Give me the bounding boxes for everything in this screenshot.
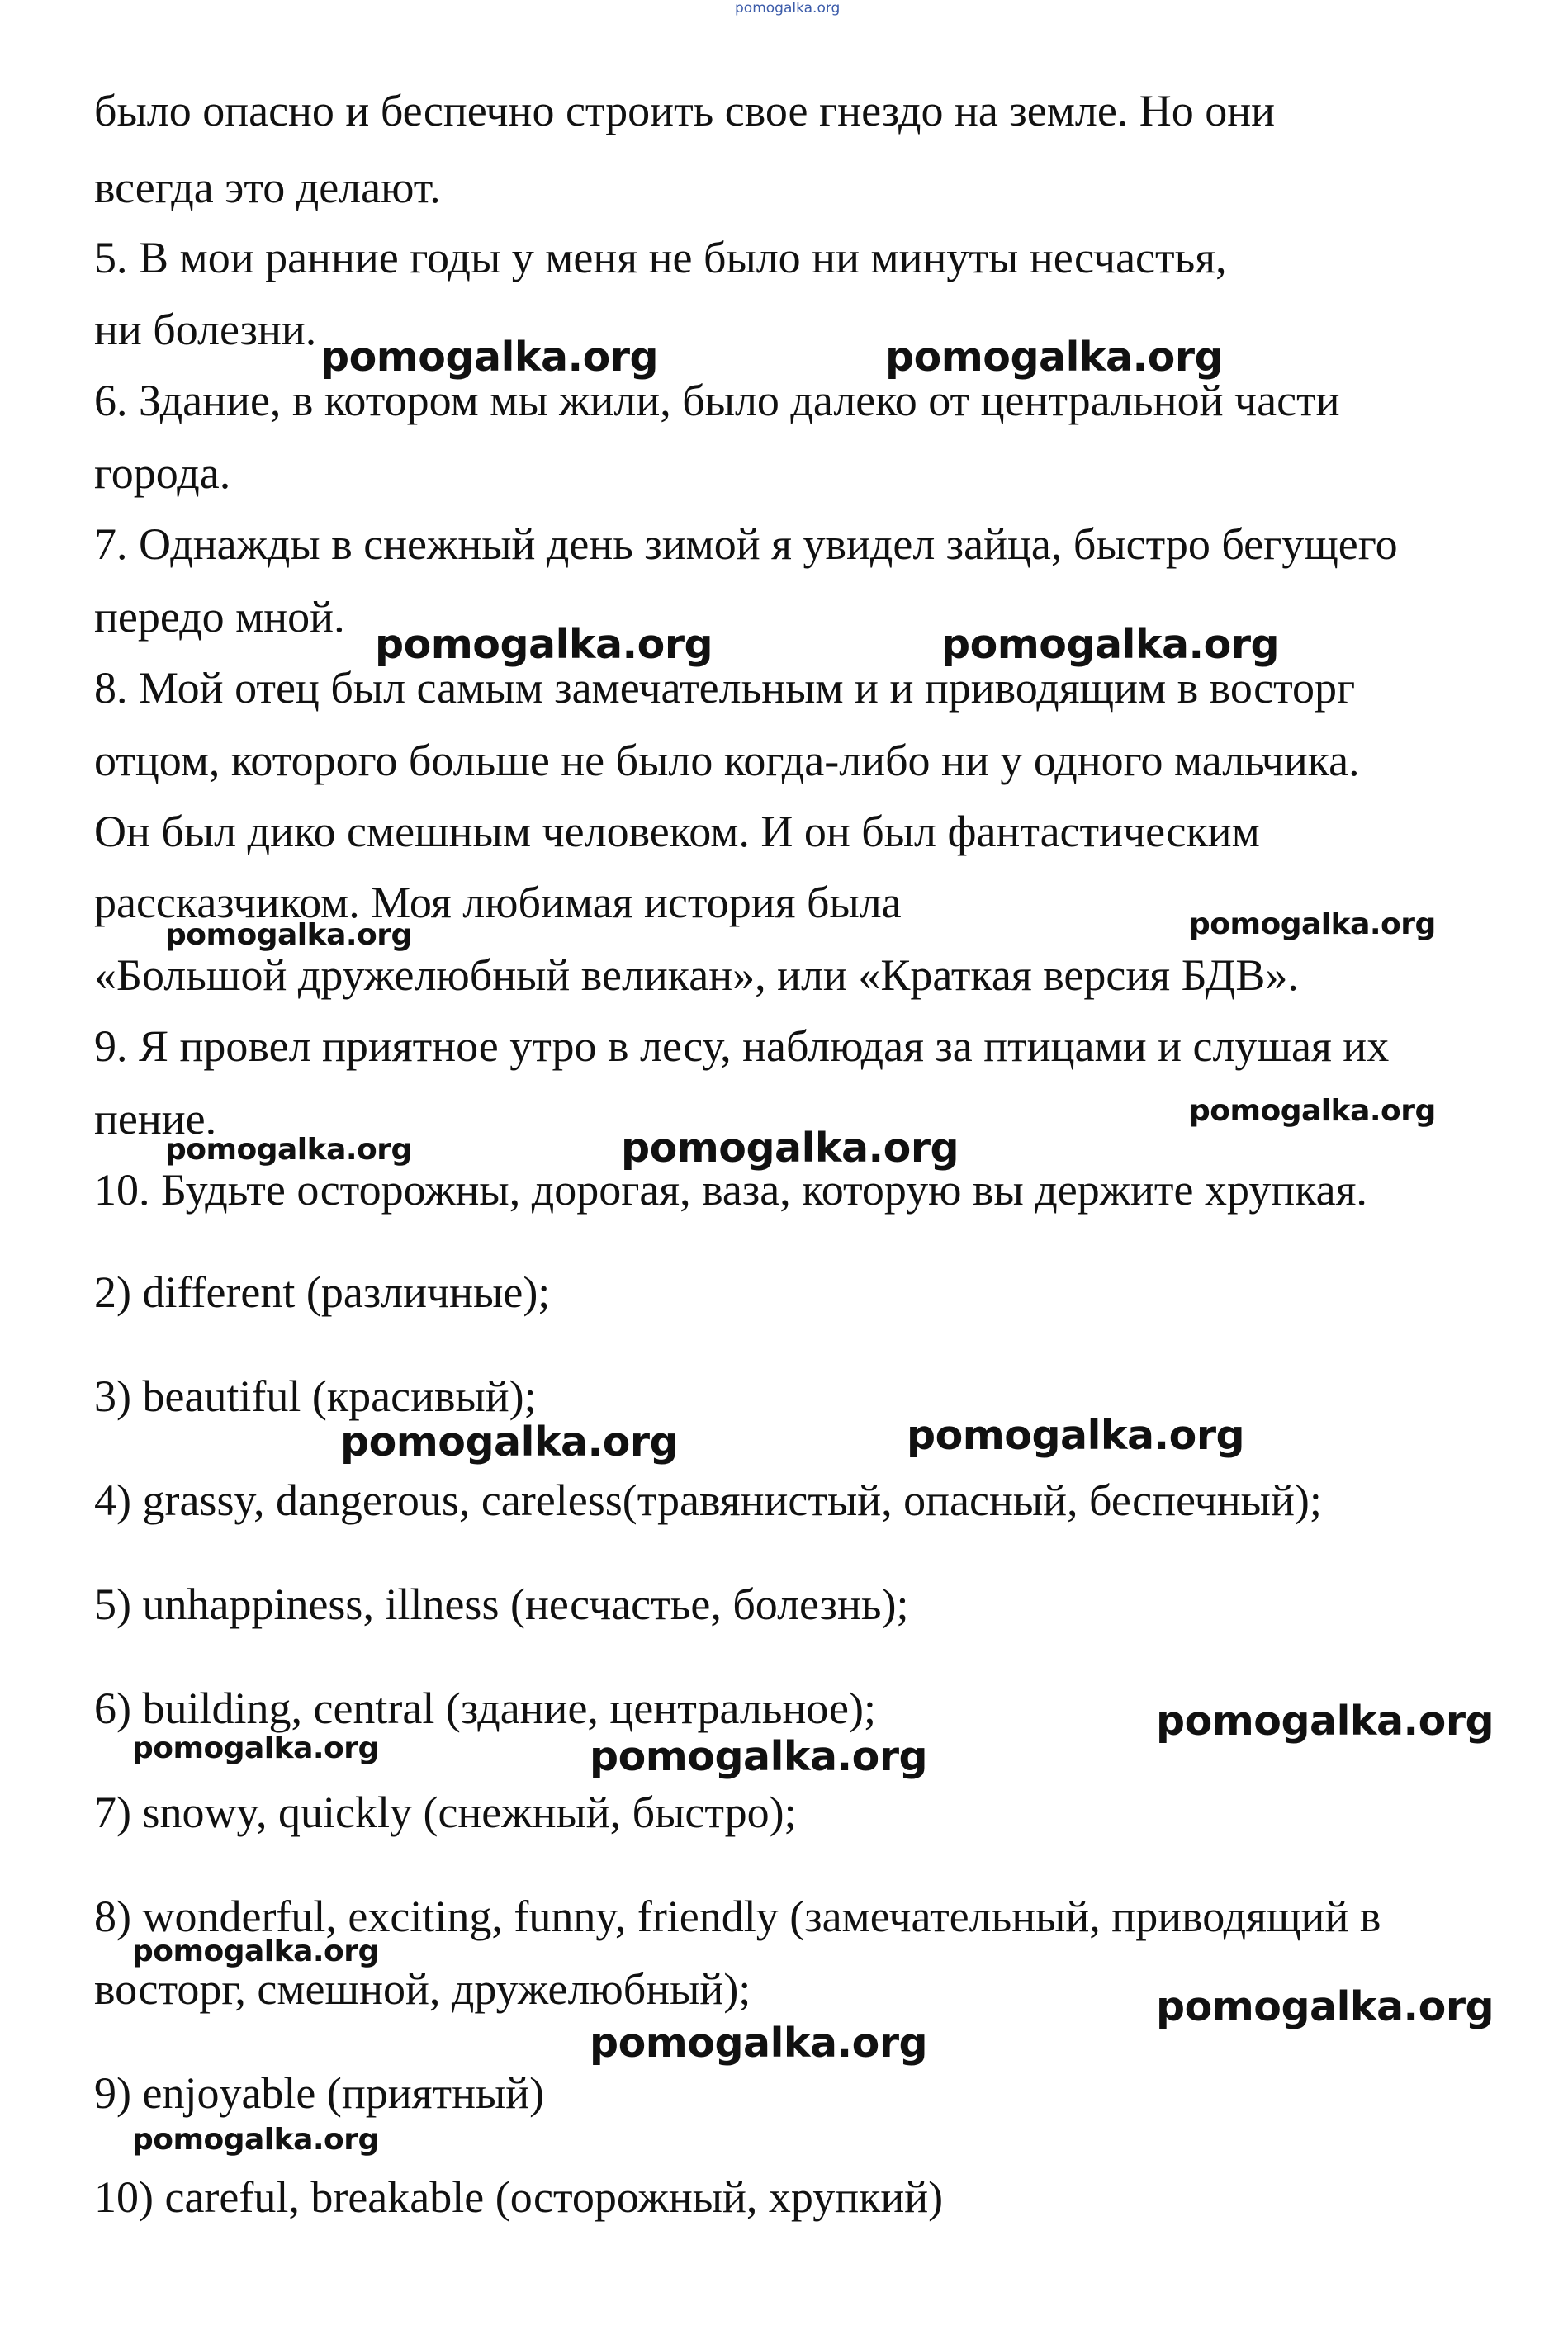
watermark-text: pomogalka.org [132, 1935, 379, 1968]
watermark-text: pomogalka.org [1156, 1698, 1495, 1745]
answer-line: 10) careful, breakable (осторожный, хрупкий) [94, 2172, 944, 2222]
text-line: рассказчиком. Моя любимая история была [94, 878, 902, 927]
answer-line: 7) snowy, quickly (снежный, быстро); [94, 1788, 797, 1837]
text-line: «Большой дружелюбный великан», или «Краткая версия БДВ». [94, 950, 1299, 1000]
watermark-text: pomogalka.org [320, 334, 659, 381]
text-line: было опасно и беспечно строить свое гнездо на земле. Но они [94, 86, 1276, 135]
text-line: всегда это делают. [94, 163, 441, 212]
text-line: ни болезни. [94, 305, 317, 354]
watermark-text: pomogalka.org [132, 2123, 379, 2157]
watermark-text: pomogalka.org [165, 918, 412, 952]
text-line: передо мной. [94, 592, 345, 642]
watermark-text: pomogalka.org [1156, 1983, 1495, 2030]
watermark-text: pomogalka.org [590, 2020, 928, 2067]
watermark-text: pomogalka.org [132, 1731, 379, 1765]
answer-line: 2) different (различные); [94, 1267, 551, 1317]
text-line: 8. Мой отец был самым замечательным и и приводящим в восторг [94, 663, 1356, 713]
watermark-text: pomogalka.org [885, 334, 1224, 381]
answer-line: 9) enjoyable (приятный) [94, 2068, 545, 2118]
answer-line: 4) grassy, dangerous, careless(травянистый, опасный, беспечный); [94, 1475, 1322, 1525]
text-line: 5. В мои ранние годы у меня не было ни минуты несчастья, [94, 233, 1227, 282]
text-line: 10. Будьте осторожны, дорогая, ваза, которую вы держите хрупкая. [94, 1165, 1367, 1215]
watermark-text: pomogalka.org [1189, 907, 1436, 941]
watermark-text: pomogalka.org [375, 621, 713, 668]
text-line: 9. Я провел приятное утро в лесу, наблюдая за птицами и слушая их [94, 1021, 1390, 1071]
text-line: пение. [94, 1094, 217, 1144]
text-line: 7. Однажды в снежный день зимой я увидел зайца, быстро бегущего [94, 519, 1398, 569]
watermark-text: pomogalka.org [340, 1418, 679, 1466]
answer-line: 6) building, central (здание, центральное); [94, 1684, 876, 1733]
watermark-text: pomogalka.org [621, 1125, 959, 1172]
watermark-text: pomogalka.org [590, 1733, 928, 1780]
watermark-text: pomogalka.org [1189, 1094, 1436, 1128]
watermark-text: pomogalka.org [941, 621, 1280, 668]
watermark-text: pomogalka.org [165, 1133, 412, 1167]
text-line: отцом, которого больше не было когда-либо ни у одного мальчика. [94, 736, 1360, 785]
answer-line: 5) unhappiness, illness (несчастье, болезнь); [94, 1579, 909, 1629]
text-line: Он был дико смешным человеком. И он был фантастическим [94, 807, 1260, 856]
watermark-text: pomogalka.org [907, 1412, 1245, 1459]
answer-line: восторг, смешной, дружелюбный); [94, 1964, 751, 2014]
header-watermark: pomogalka.org [735, 0, 841, 17]
text-line: 6. Здание, в котором мы жили, было далеко от центральной части [94, 376, 1340, 425]
text-line: города. [94, 448, 231, 498]
answer-line: 8) wonderful, exciting, funny, friendly (замечательный, приводящий в [94, 1892, 1381, 1941]
answer-line: 3) beautiful (красивый); [94, 1371, 537, 1421]
